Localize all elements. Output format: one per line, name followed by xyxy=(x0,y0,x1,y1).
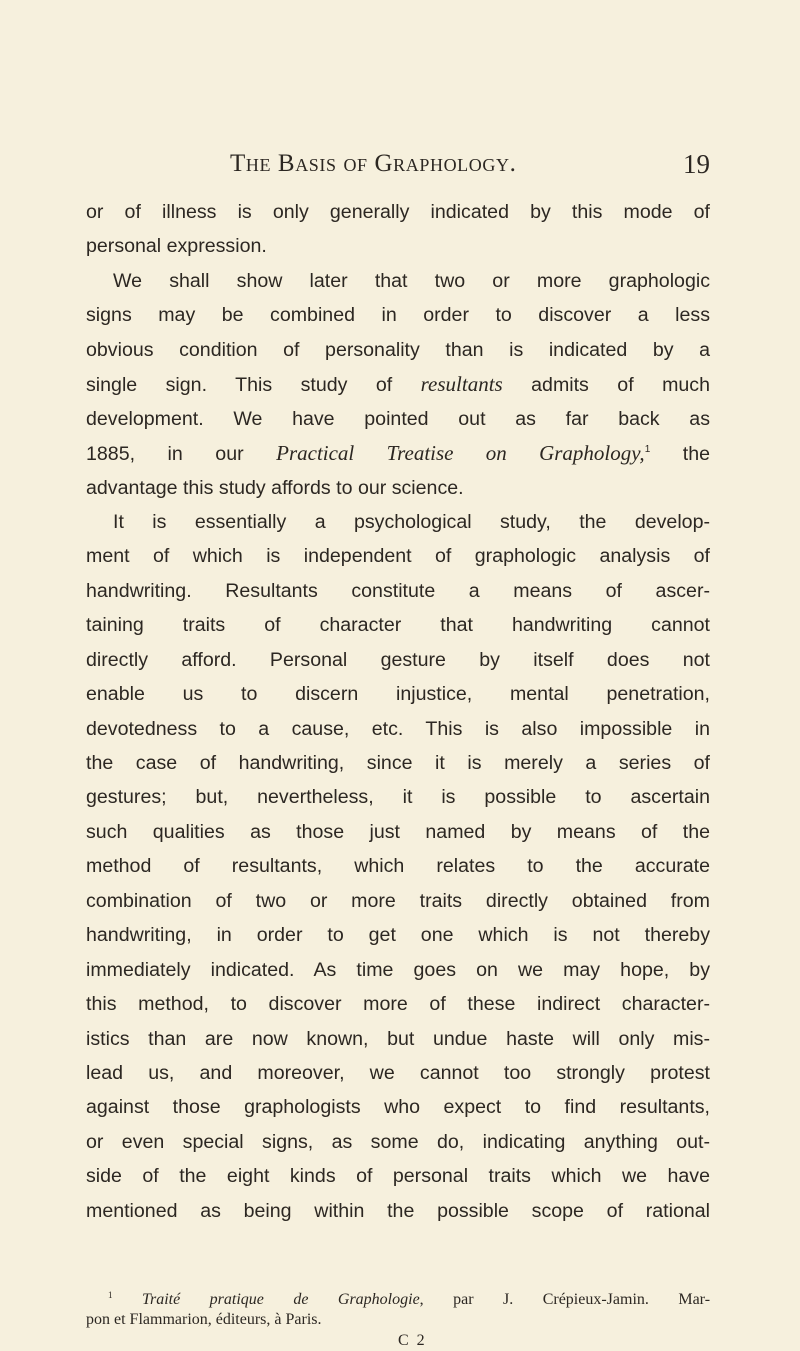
text-line: gestures; but, nevertheless, it is possible to ascertain xyxy=(86,786,710,809)
text-line: It is essentially a psychological study, the develop- xyxy=(113,510,710,533)
text-line: enable us to discern injustice, mental penetration, xyxy=(86,683,710,706)
footnote-marker: 1 xyxy=(108,1290,113,1300)
text-line: or even special signs, as some do, indicating anything out- xyxy=(86,1130,710,1153)
text-line: mentioned as being within the possible scope of rational xyxy=(86,1199,710,1222)
italic-phrase: resultants xyxy=(420,372,503,397)
text-line: personal expression. xyxy=(86,235,267,258)
page-number: 19 xyxy=(683,149,710,179)
text-line: obvious condition of personality than is indicated by a xyxy=(86,338,710,361)
text-line: advantage this study affords to our science. xyxy=(86,476,464,499)
text-line: taining traits of character that handwriting cannot xyxy=(86,614,710,637)
footnote xyxy=(86,1290,710,1330)
text-line: side of the eight kinds of personal traits which we have xyxy=(86,1165,710,1188)
footnote-publisher: , par J. Crépieux-Jamin. Mar- xyxy=(419,1291,711,1308)
text-line: such qualities as those just named by means of the xyxy=(86,820,710,843)
text-line: immediately indicated. As time goes on we may hope, by xyxy=(86,958,710,981)
text-line: single sign. This study of resultants admits of much xyxy=(86,372,710,397)
signature-mark: C 2 xyxy=(398,1332,427,1349)
footnote-book-title: Traité pratique de Graphologie xyxy=(141,1291,420,1308)
footnote-line xyxy=(86,1290,710,1310)
text-line: or of illness is only generally indicated by this mode of xyxy=(86,201,710,223)
italic-phrase: Practical Treatise on Graphology, xyxy=(276,441,645,466)
footnote-line: pon et Flammarion, éditeurs, à Paris. xyxy=(86,1311,322,1328)
body-text xyxy=(86,195,710,1228)
text-line: handwriting. Resultants constitute a means of ascer- xyxy=(86,579,710,602)
footnote-reference: 1 xyxy=(644,444,651,456)
running-title: The Basis of Graphology. xyxy=(230,150,517,177)
text-line: istics than are now known, but undue haste will only mis- xyxy=(86,1027,710,1050)
text-line: devotedness to a cause, etc. This is also impossible in xyxy=(86,717,710,740)
text-line: signs may be combined in order to discover a less xyxy=(86,304,710,327)
text-line: We shall show later that two or more graphologic xyxy=(113,269,710,292)
text-line: directly afford. Personal gesture by itself does not xyxy=(86,648,710,671)
text-line: this method, to discover more of these indirect character- xyxy=(86,993,710,1016)
text-line: combination of two or more traits directly obtained from xyxy=(86,889,710,912)
text-line: against those graphologists who expect to find resultants, xyxy=(86,1096,710,1119)
text-line: handwriting, in order to get one which is not thereby xyxy=(86,924,710,947)
text-line: lead us, and moreover, we cannot too strongly protest xyxy=(86,1061,710,1084)
running-head xyxy=(230,150,710,180)
text-line: ment of which is independent of graphologic analysis of xyxy=(86,545,710,568)
text-line: development. We have pointed out as far back as xyxy=(86,407,710,430)
text-line: method of resultants, which relates to the accurate xyxy=(86,855,710,878)
text-line: the case of handwriting, since it is merely a series of xyxy=(86,752,710,774)
text-line: 1885, in our Practical Treatise on Graphology,$^1$ the xyxy=(86,441,710,466)
